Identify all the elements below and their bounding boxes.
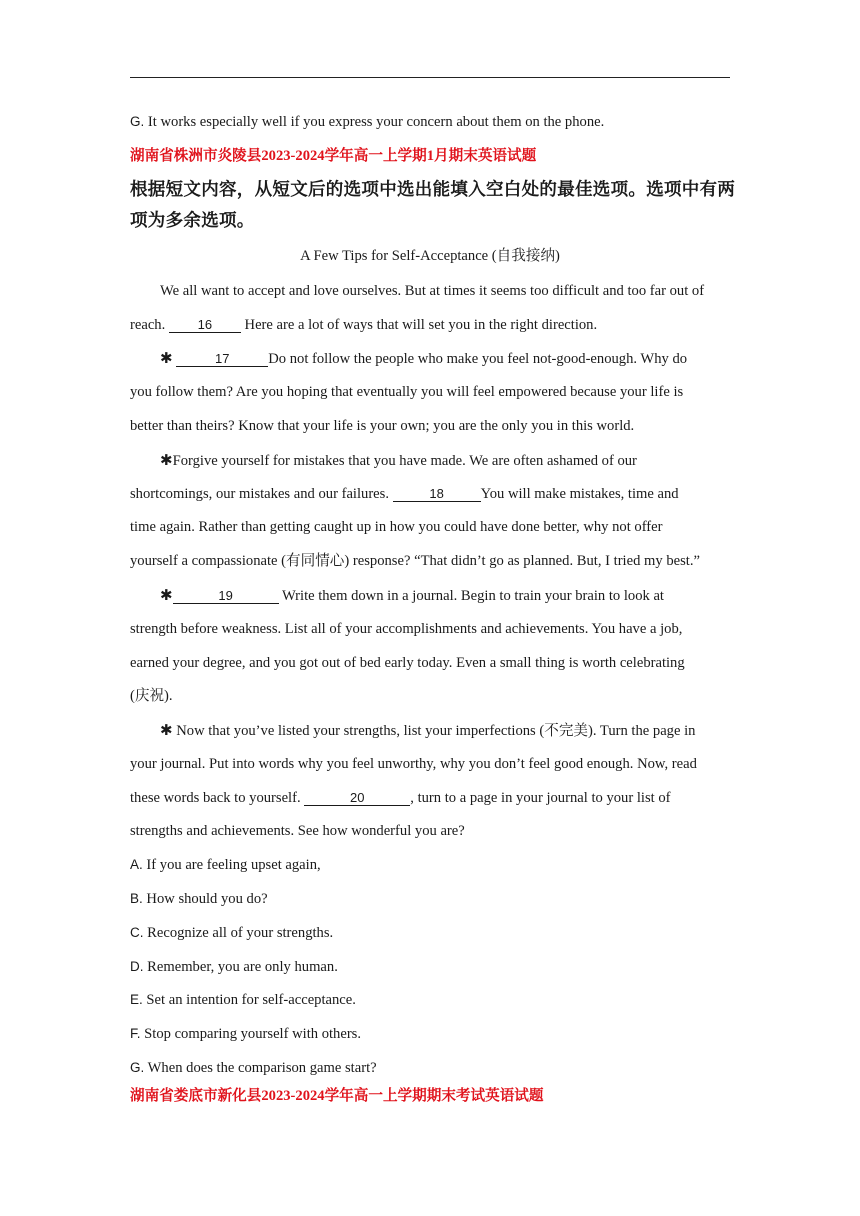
star-bullet-icon: ✱ [160, 451, 173, 469]
instruction-line-2: 项为多余选项。 [130, 211, 255, 231]
blank-18: 18 [393, 486, 481, 502]
option-b: B. How should you do? [130, 891, 268, 907]
paragraph-3-line-2: shortcomings, our mistakes and our failures. 18 You will make mistakes, time and [130, 486, 679, 502]
paragraph-5-line-4: strengths and achievements. See how wonderful you are? [130, 823, 465, 839]
paragraph-2-line-3: better than theirs? Know that your life is your own; you are the only you in this world. [130, 418, 635, 434]
paragraph-4-line-4: (庆祝). [130, 688, 173, 704]
passage-title: A Few Tips for Self-Acceptance (自我接纳) [300, 248, 560, 264]
header-rule [130, 77, 730, 78]
blank-19: 19 [173, 588, 279, 604]
option-e: E. Set an intention for self-acceptance. [130, 992, 356, 1008]
paragraph-3-line-4: yourself a compassionate (有同情心) response? “That didn’t go as planned. But, I tried my best.” [130, 553, 700, 569]
previous-option-g: G. It works especially well if you express your concern about them on the phone. [130, 114, 605, 130]
paragraph-2-line-2: you follow them? Are you hoping that eventually you will feel empowered because your life is [130, 384, 684, 400]
source-heading-2: 湖南省娄底市新化县2023-2024学年高一上学期期末考试英语试题 [130, 1088, 544, 1104]
blank-17: 17 [176, 351, 268, 367]
blank-16: 16 [169, 317, 241, 333]
star-bullet-icon: ✱ [160, 586, 173, 604]
option-d: D. Remember, you are only human. [130, 959, 338, 975]
paragraph-5-line-1: ✱ Now that you’ve listed your strengths, list your imperfections (不完美). Turn the page in [160, 721, 696, 739]
paragraph-5-line-3: these words back to yourself. 20 , turn to a page in your journal to your list of [130, 790, 671, 806]
option-g: G. When does the comparison game start? [130, 1060, 377, 1076]
paragraph-3-line-1: ✱Forgive yourself for mistakes that you have made. We are often ashamed of our [160, 451, 637, 469]
option-c: C. Recognize all of your strengths. [130, 925, 334, 941]
paragraph-4-line-1: ✱ 19 Write them down in a journal. Begin to train your brain to look at [160, 586, 664, 604]
paragraph-3-line-3: time again. Rather than getting caught up in how you could have done better, why not offer [130, 519, 663, 535]
paragraph-4-line-2: strength before weakness. List all of your accomplishments and achievements. You have a job, [130, 621, 683, 637]
paragraph-5-line-2: your journal. Put into words why you feel unworthy, why you don’t feel good enough. Now, read [130, 756, 697, 772]
paragraph-1-line-2: reach. 16 Here are a lot of ways that will set you in the right direction. [130, 317, 598, 333]
option-a: A. If you are feeling upset again, [130, 857, 321, 873]
star-bullet-icon: ✱ [160, 349, 173, 367]
paragraph-1-line-1: We all want to accept and love ourselves. But at times it seems too difficult and too far out of [160, 283, 705, 299]
source-heading-1: 湖南省株洲市炎陵县2023-2024学年高一上学期1月期末英语试题 [130, 148, 537, 164]
option-f: F. Stop comparing yourself with others. [130, 1026, 362, 1042]
paragraph-4-line-3: earned your degree, and you got out of bed early today. Even a small thing is worth celebrating [130, 655, 685, 671]
star-bullet-icon: ✱ [160, 721, 173, 739]
paragraph-2-line-1: ✱ 17 Do not follow the people who make you feel not-good-enough. Why do [160, 349, 688, 367]
instruction-line-1: 根据短文内容，从短文后的选项中选出能填入空白处的最佳选项。选项中有两 [130, 180, 736, 200]
blank-20: 20 [304, 790, 410, 806]
